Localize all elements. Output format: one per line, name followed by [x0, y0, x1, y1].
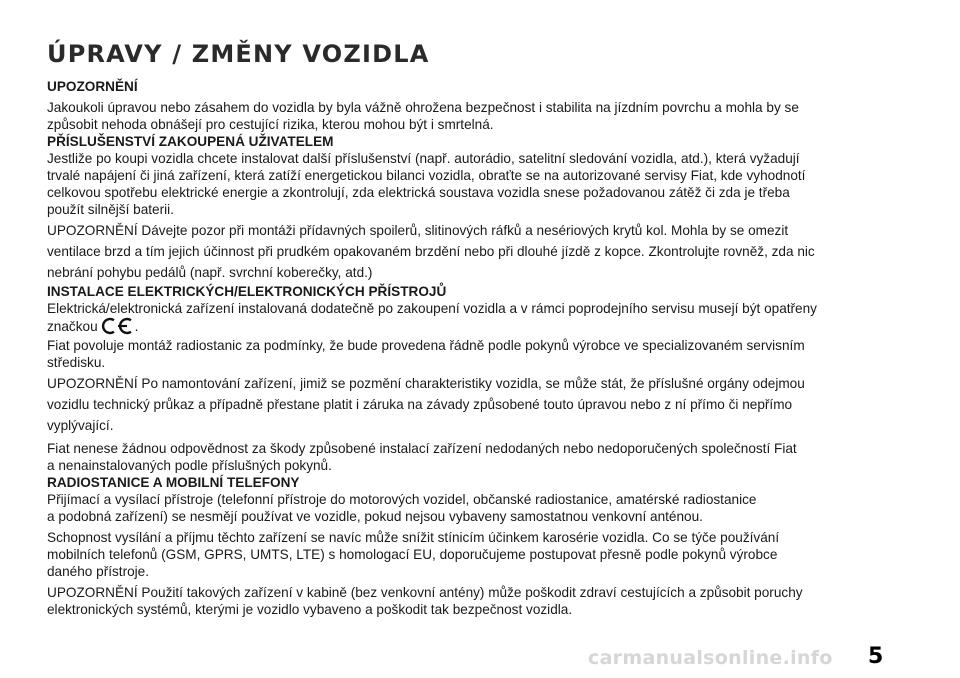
paragraph-line: elektronických systémů, kterými je vozidlo vybaveno a poškodit tak bezpečnost vozidla. — [47, 602, 573, 617]
section-heading: INSTALACE ELEKTRICKÝCH/ELEKTRONICKÝCH PŘÍSTROJŮ — [47, 284, 447, 299]
section-heading: RADIOSTANICE A MOBILNÍ TELEFONY — [47, 475, 300, 490]
paragraph-line: Jakoukoli úpravou nebo zásahem do vozidla by byla vážně ohrožena bezpečnost i stabilita na jízdním povrchu a mohla by se — [47, 100, 799, 115]
ce-suffix: . — [134, 319, 139, 334]
section-heading: UPOZORNĚNÍ — [47, 79, 138, 94]
paragraph — [47, 300, 877, 335]
paragraph-line: ventilace brzd a tím jejich účinnost při prudkém opakovaném brzdění nebo při dlouhé jízdě z kopce. Zkontrolujte rovněž, zda nic — [47, 244, 815, 259]
paragraph-line: UPOZORNĚNÍ Dávejte pozor při montáži přídavných spoilerů, slitinových ráfků a nesériových krytů kol. Mohla by se omezit — [47, 223, 789, 238]
paragraph-line: a nenainstalovaných podle příslušných pokynů. — [47, 458, 332, 473]
paragraph-text: značkou — [47, 319, 98, 334]
page-number: 5 — [868, 644, 884, 669]
paragraph-line: Jestliže po koupi vozidla chcete instalovat další příslušenství (např. autorádio, satelitní sledování vozidla, atd.), která vyžadují — [47, 151, 800, 166]
section-heading: PŘÍSLUŠENSTVÍ ZAKOUPENÁ UŽIVATELEM — [47, 134, 334, 149]
paragraph-line: použít silnější baterii. — [47, 202, 174, 217]
page-content — [47, 78, 877, 618]
paragraph-line: vozidlu technický průkaz a případně přestane platit i záruka na závady způsobené touto úpravou nebo z ní přímo či nepřímo — [47, 397, 793, 412]
page-title: ÚPRAVY / ZMĚNY VOZIDLA — [47, 40, 430, 68]
paragraph-line: celkovou spotřebu elektrické energie a zkontrolují, zda elektrická soustava vozidla snese požadovanou zátěž či zda je třeba — [47, 185, 790, 200]
paragraph-line: trvalé napájení či jiná zařízení, která zatíží energetickou bilanci vozidla, obraťte se na autorizované servisy Fiat, kde vyhodnotí — [47, 168, 806, 183]
paragraph-line: UPOZORNĚNÍ Po namontování zařízení, jimiž se pozmění charakteristiky vozidla, se může stát, že příslušné orgány odejmou — [47, 376, 805, 391]
paragraph — [47, 529, 877, 580]
paragraph — [47, 491, 877, 525]
paragraph — [47, 99, 877, 133]
paragraph-line: nebrání pohybu pedálů (např. svrchní koberečky, atd.) — [47, 265, 373, 280]
watermark: carmanualsonline.info — [588, 647, 833, 669]
paragraph — [47, 584, 877, 618]
section-warning — [47, 78, 877, 133]
paragraph-line: mobilních telefonů (GSM, GPRS, UMTS, LTE) s homologací EU, doporučujeme postupovat přesně podle pokynů výrobce — [47, 547, 778, 562]
paragraph — [47, 220, 877, 283]
paragraph-line: daného přístroje. — [47, 564, 150, 579]
paragraph-line: způsobit nehoda obnášejí pro cestující rizika, kterou mohou být i smrtelná. — [47, 117, 494, 132]
paragraph-line: Fiat nenese žádnou odpovědnost za škody způsobené instalací zařízení nedodaných nebo nedoporučených společností Fiat — [47, 441, 797, 456]
section-radio-phones — [47, 474, 877, 618]
paragraph — [47, 440, 877, 474]
paragraph — [47, 373, 877, 436]
paragraph-line: středisku. — [47, 355, 106, 370]
paragraph-line: Přijímací a vysílací přístroje (telefonní přístroje do motorových vozidel, občanské radiostanice, amatérské radiostanice — [47, 492, 757, 507]
paragraph-line: Schopnost vysílání a příjmu těchto zařízení se navíc může snížit stínicím účinkem karosérie vozidla. Co se týče používání — [47, 530, 780, 545]
paragraph — [47, 150, 877, 218]
section-electrical — [47, 283, 877, 474]
paragraph-line: Elektrická/elektronická zařízení instalovaná dodatečně po zakoupení vozidla a v rámci poprodejního servisu musejí být opatřeny — [47, 301, 817, 316]
paragraph-line: Fiat povoluje montáž radiostanic za podmínky, že bude provedena řádně podle pokynů výrobce ve specializovaném servisním — [47, 338, 805, 353]
paragraph-line: a podobná zařízení) se nesmějí používat ve vozidle, pokud nejsou vybaveny samostatnou venkovní anténou. — [47, 509, 703, 524]
section-accessories — [47, 133, 877, 283]
paragraph-line: UPOZORNĚNÍ Použití takových zařízení v kabině (bez venkovní antény) může poškodit zdraví cestujících a způsobit poruchy — [47, 585, 803, 600]
paragraph-line — [47, 317, 877, 335]
ce-mark-icon — [100, 317, 134, 335]
paragraph-line: vyplývající. — [47, 418, 114, 433]
paragraph — [47, 337, 877, 371]
